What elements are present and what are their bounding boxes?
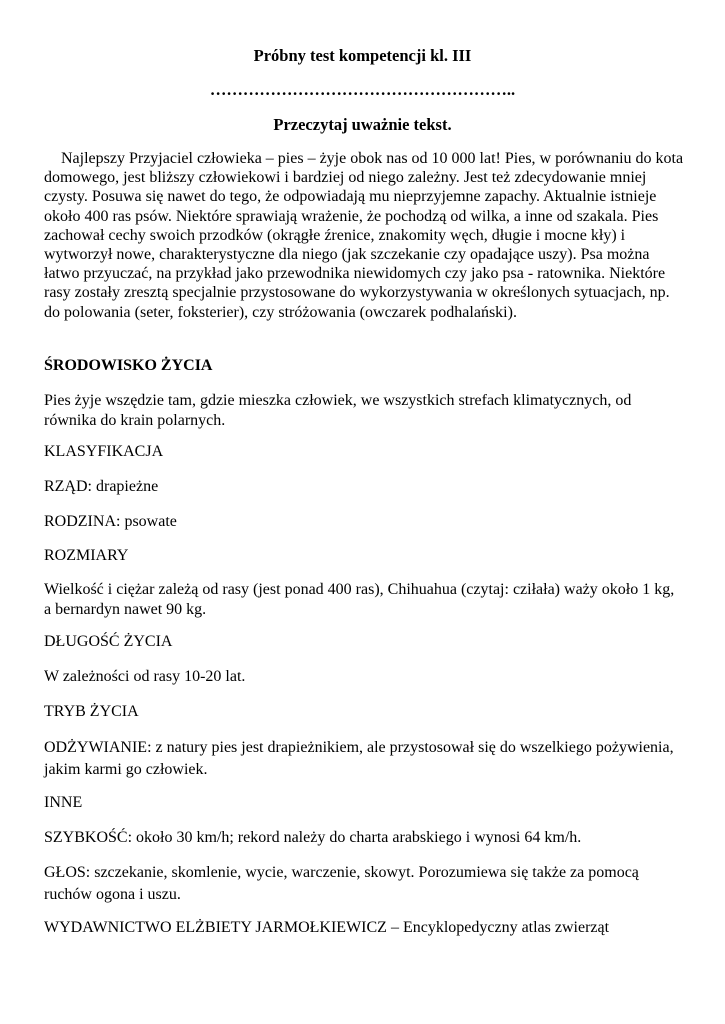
size-heading: ROZMIARY (44, 547, 129, 564)
intro-paragraph: Najlepszy Przyjaciel człowieka – pies – żyje obok nas od 10 000 lat! Pies, w porównaniu do kota domowego, jest bliższy człowiekowi i bardziej od niego zależny. Jest też zdecydowanie mniej czysty. Posuwa się nawet do tego, że odpowiadają mu nieprzyjemne zapachy. Aktualnie istnieje około 400 ras psów. Niektóre sprawiają wrażenie, że pochodzą od wilka, a inne od szakala. Pies zachował cechy swoich przodków (okrągłe źrenice, znakomity węch, długie i mocne kły) i wytworzył nowe, charakterystyczne dla niego (jak szczekanie czy opadające uszy). Psa można łatwo przyuczać, na przykład jako przewodnika niewidomych czy jako psa - ratownika. Niektóre rasy zostały zresztą specjalnie przystosowane do wykorzystywania w określonych sytuacjach, np. do polowania (seter, foksterier), czy stróżowania (owczarek podhalański). (44, 150, 684, 321)
speed-text: SZYBKOŚĆ: około 30 km/h; rekord należy do charta arabskiego i wynosi 64 km/h. (44, 829, 582, 846)
voice-text: GŁOS: szczekanie, skomlenie, wycie, warczenie, skowyt. Porozumiewa się także za pomocą ruchów ogona i uszu. (44, 864, 639, 903)
lifespan-heading: DŁUGOŚĆ ŻYCIA (44, 633, 173, 650)
lifespan-text: W zależności od rasy 10-20 lat. (44, 668, 246, 685)
source-citation: WYDAWNICTWO ELŻBIETY JARMOŁKIEWICZ – Encyklopedyczny atlas zwierząt (44, 919, 610, 936)
other-heading: INNE (44, 794, 83, 811)
classification-heading: KLASYFIKACJA (44, 443, 164, 460)
order-line: RZĄD: drapieżne (44, 478, 159, 495)
size-text: Wielkość i ciężar zależą od rasy (jest ponad 400 ras), Chihuahua (czytaj: cziłała) waży około 1 kg, a bernardyn nawet 90 kg. (44, 581, 675, 618)
test-title: Próbny test kompetencji kl. III (253, 46, 472, 65)
name-dotted-line: ……………………………………………….. (209, 80, 516, 99)
feeding-text: ODŻYWIANIE: z natury pies jest drapieżnikiem, ale przystosował się do wszelkiego pożywienia, jakim karmi go człowiek. (44, 739, 674, 778)
family-line: RODZINA: psowate (44, 513, 177, 530)
lifestyle-heading: TRYB ŻYCIA (44, 703, 139, 720)
instruction-heading: Przeczytaj uważnie tekst. (273, 115, 452, 134)
habitat-text: Pies żyje wszędzie tam, gdzie mieszka człowiek, we wszystkich strefach klimatycznych, od równika do krain polarnych. (44, 392, 632, 429)
habitat-heading: ŚRODOWISKO ŻYCIA (44, 357, 213, 374)
